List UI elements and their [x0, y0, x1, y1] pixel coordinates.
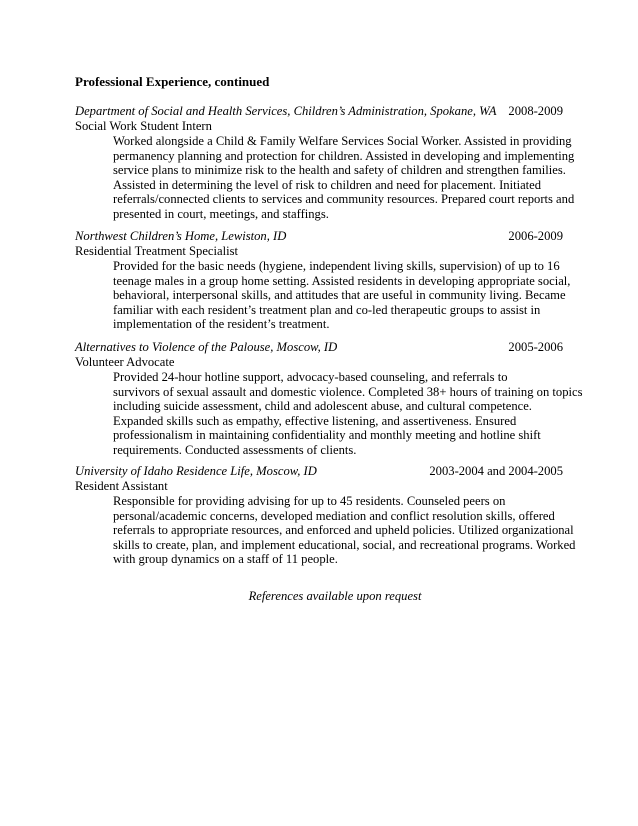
description-line: personal/academic concerns, developed mediation and conflict resolution skills, offered — [113, 508, 555, 523]
job-entry — [75, 104, 575, 222]
employer-name: University of Idaho Residence Life, Moscow, ID — [75, 464, 317, 478]
description-line: professionalism in maintaining confidentiality and monthly meeting and hotline shift — [113, 428, 541, 443]
employment-dates: 2006-2009 — [508, 229, 563, 243]
employment-dates: 2008-2009 — [508, 104, 563, 118]
job-title: Volunteer Advocate — [75, 355, 175, 369]
employer-name: Alternatives to Violence of the Palouse, Moscow, ID — [75, 340, 338, 354]
description-line: Responsible for providing advising for up to 45 residents. Counseled peers on — [113, 494, 506, 508]
description-line: presented in court, meetings, and staffings. — [113, 206, 329, 221]
description-line: requirements. Conducted assessments of clients. — [113, 442, 357, 457]
description-line: Worked alongside a Child & Family Welfare Services Social Worker. Assisted in providing — [113, 134, 572, 148]
job-header — [75, 340, 563, 355]
description-line: Provided for the basic needs (hygiene, independent living skills, supervision) of up to 16 — [113, 259, 560, 273]
description-line: familiar with each resident’s treatment plan and co-led therapeutic groups to assist in — [113, 302, 541, 317]
employer-name: Northwest Children’s Home, Lewiston, ID — [75, 229, 287, 243]
description-line: Provided 24-hour hotline support, advocacy-based counseling, and referrals to — [113, 370, 508, 384]
employment-dates: 2003-2004 and 2004-2005 — [429, 464, 563, 478]
job-title: Social Work Student Intern — [75, 119, 212, 133]
description-line: service plans to minimize risk to the health and safety of children and strengthen families. — [113, 163, 566, 178]
job-entry — [75, 229, 571, 332]
job-description — [113, 259, 571, 332]
job-header — [75, 464, 563, 479]
references-note: References available upon request — [248, 589, 422, 603]
job-header — [75, 104, 563, 119]
description-line: with group dynamics on a staff of 11 people. — [113, 552, 338, 567]
employer-name: Department of Social and Health Services, Children’s Administration, Spokane, WA — [75, 104, 497, 118]
job-header — [75, 229, 563, 244]
job-description — [113, 494, 576, 567]
job-entry — [75, 340, 583, 458]
description-line: including suicide assessment, child and adolescent abuse, and cultural competence. — [113, 399, 532, 414]
job-title: Resident Assistant — [75, 479, 168, 493]
description-line: survivors of sexual assault and domestic violence. Completed 38+ hours of training on topics — [113, 384, 583, 399]
job-description — [113, 370, 583, 458]
description-line: referrals to appropriate resources, and enforced and upheld policies. Utilized organizational — [113, 523, 574, 538]
section-heading: Professional Experience, continued — [75, 74, 270, 89]
description-line: Expanded skills such as empathy, effective listening, and assertiveness. Ensured — [113, 413, 517, 428]
description-line: teenage males in a group home setting. Assisted residents in developing appropriate social, — [113, 273, 571, 288]
job-description — [113, 134, 575, 222]
description-line: Assisted in determining the level of risk to children and need for placement. Initiated — [113, 177, 542, 192]
description-line: permanency planning and protection for children. Assisted in developing and implementing — [113, 148, 575, 163]
employment-dates: 2005-2006 — [508, 340, 563, 354]
description-line: referrals/connected clients to services and community resources. Prepared court reports and — [113, 192, 575, 207]
description-line: skills to create, plan, and implement educational, social, and recreational programs. Worked — [113, 537, 576, 552]
job-entry — [75, 464, 576, 567]
description-line: implementation of the resident’s treatment. — [113, 317, 330, 332]
job-title: Residential Treatment Specialist — [75, 244, 238, 258]
description-line: behavioral, interpersonal skills, and attitudes that are useful in community living. Became — [113, 288, 566, 303]
